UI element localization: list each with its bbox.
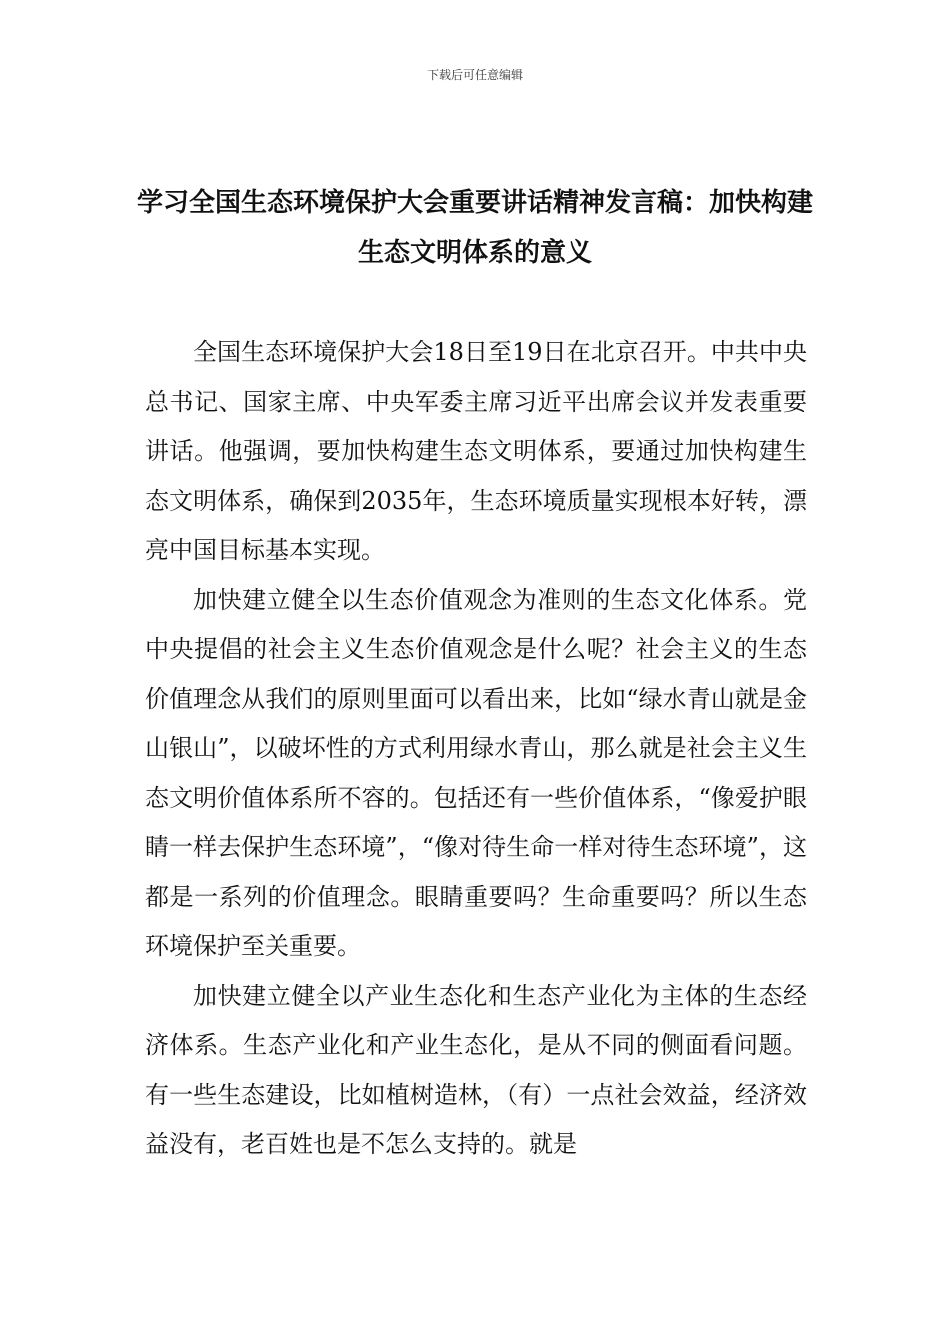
paragraph-1: 全国生态环境保护大会18日至19日在北京召开。中共中央总书记、国家主席、中央军委主席习近平出席会议并发表重要讲话。他强调，要加快构建生态文明体系，要通过加快构建生态文明体系，确保到2035年，生态环境质量实现根本好转，漂亮中国目标基本实现。 xyxy=(145,338,807,564)
paragraph-3: 加快建立健全以产业生态化和生态产业化为主体的生态经济体系。生态产业化和产业生态化，是从不同的侧面看问题。有一些生态建设，比如植树造林，（有）一点社会效益，经济效益没有，老百姓也是不怎么支持的。就是 xyxy=(145,981,807,1158)
document-body xyxy=(145,328,807,1170)
header-note: 下载后可任意编辑 xyxy=(426,68,523,82)
paragraph-2: 加快建立健全以生态价值观念为准则的生态文化体系。党中央提倡的社会主义生态价值观念是什么呢？社会主义的生态价值理念从我们的原则里面可以看出来，比如“绿水青山就是金山银山”，以破坏性的方式利用绿水青山，那么就是社会主义生态文明价值体系所不容的。包括还有一些价值体系，“像爱护眼睛一样去保护生态环境”，“像对待生命一样对待生态环境”，这都是一系列的价值理念。眼睛重要吗？生命重要吗？所以生态环境保护至关重要。 xyxy=(145,585,807,960)
document-title: 学习全国生态环境保护大会重要讲话精神发言稿：加快构建生态文明体系的意义 xyxy=(136,188,813,268)
